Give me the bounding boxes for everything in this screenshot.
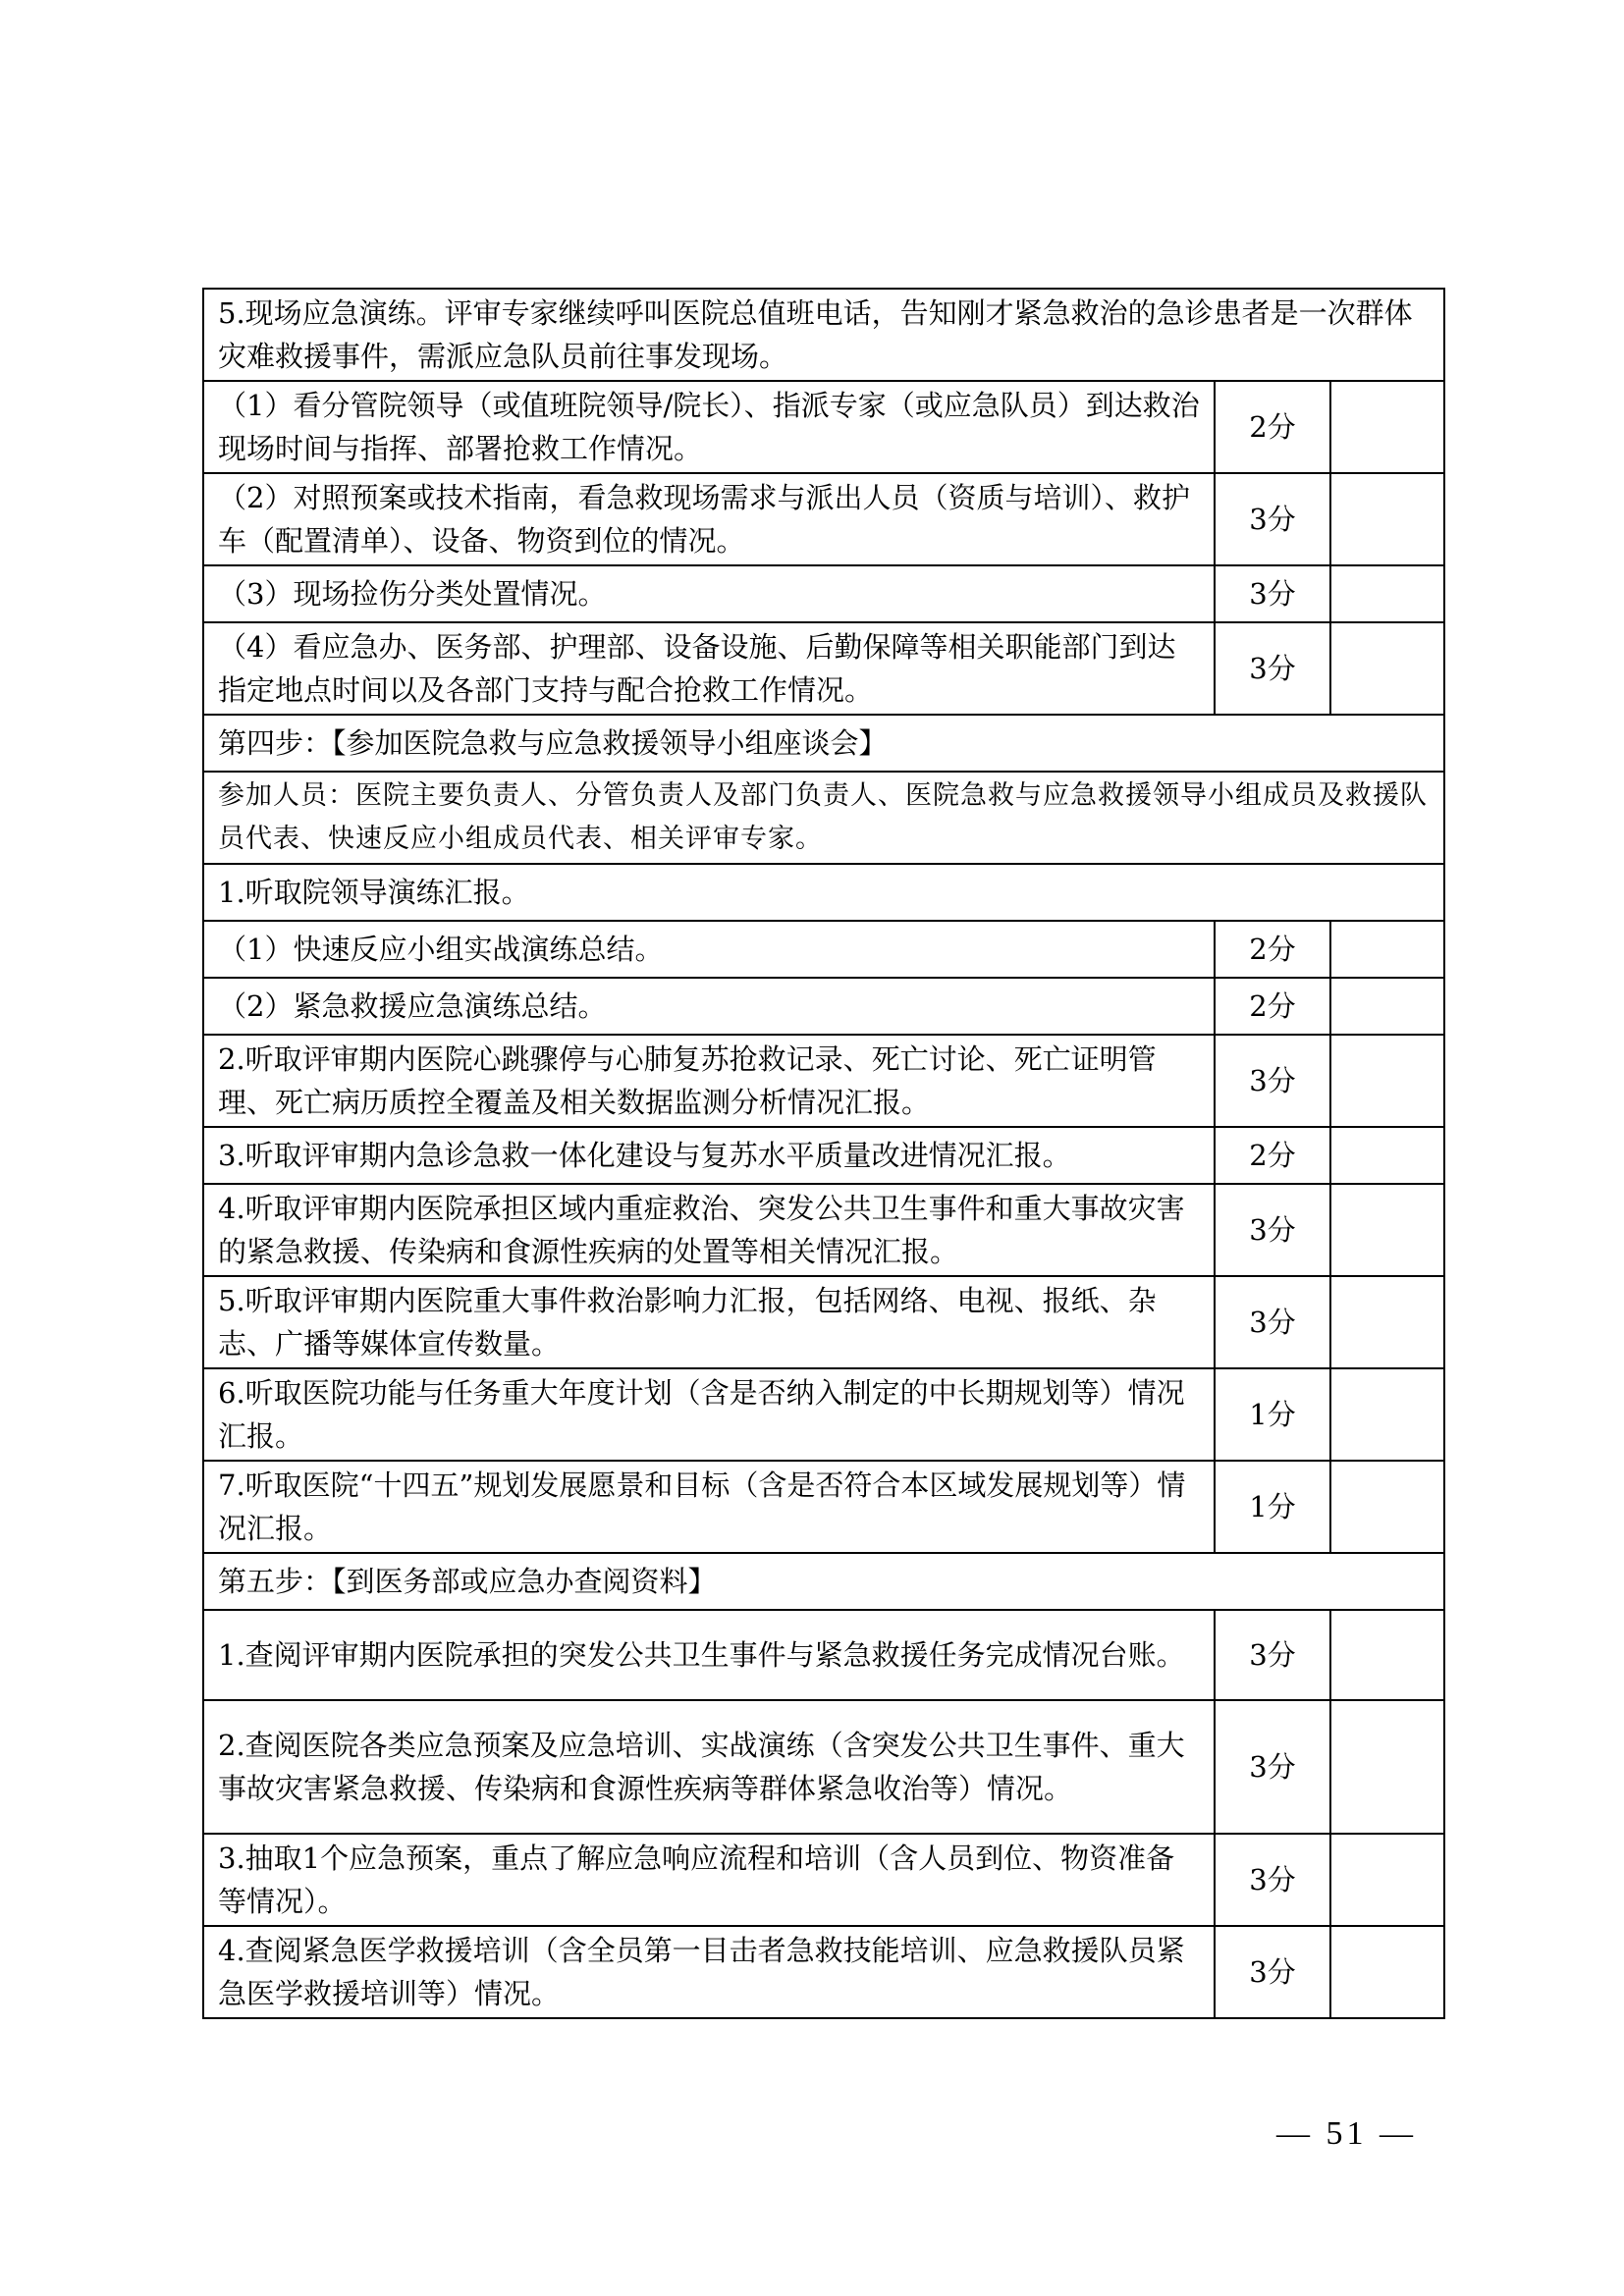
score-cell: 2分 bbox=[1215, 978, 1330, 1035]
score-cell: 2分 bbox=[1215, 1127, 1330, 1184]
table-row bbox=[203, 1127, 1444, 1184]
item-text: 3.抽取1个应急预案，重点了解应急响应流程和培训（含人员到位、物资准备等情况）。 bbox=[203, 1834, 1215, 1926]
table-row bbox=[203, 565, 1444, 622]
item-text: 4.查阅紧急医学救援培训（含全员第一目击者急救技能培训、应急救援队员紧急医学救援培训等）情况。 bbox=[203, 1926, 1215, 2018]
blank-cell bbox=[1330, 1184, 1444, 1276]
score-cell: 2分 bbox=[1215, 381, 1330, 473]
blank-cell bbox=[1330, 622, 1444, 715]
blank-cell bbox=[1330, 1127, 1444, 1184]
section-text: 1.听取院领导演练汇报。 bbox=[203, 864, 1444, 921]
table-row bbox=[203, 1610, 1444, 1700]
table-row bbox=[203, 1926, 1444, 2018]
item-text: 5.听取评审期内医院重大事件救治影响力汇报，包括网络、电视、报纸、杂志、广播等媒体宣传数量。 bbox=[203, 1276, 1215, 1368]
blank-cell bbox=[1330, 565, 1444, 622]
score-cell: 3分 bbox=[1215, 622, 1330, 715]
blank-cell bbox=[1330, 921, 1444, 978]
item-text: 2.听取评审期内医院心跳骤停与心肺复苏抢救记录、死亡讨论、死亡证明管理、死亡病历质控全覆盖及相关数据监测分析情况汇报。 bbox=[203, 1035, 1215, 1127]
item-text: 4.听取评审期内医院承担区域内重症救治、突发公共卫生事件和重大事故灾害的紧急救援、传染病和食源性疾病的处置等相关情况汇报。 bbox=[203, 1184, 1215, 1276]
item-text: （4）看应急办、医务部、护理部、设备设施、后勤保障等相关职能部门到达指定地点时间以及各部门支持与配合抢救工作情况。 bbox=[203, 622, 1215, 715]
score-cell: 3分 bbox=[1215, 1834, 1330, 1926]
item-text: 7.听取医院“十四五”规划发展愿景和目标（含是否符合本区域发展规划等）情况汇报。 bbox=[203, 1461, 1215, 1553]
item-text: 6.听取医院功能与任务重大年度计划（含是否纳入制定的中长期规划等）情况汇报。 bbox=[203, 1368, 1215, 1461]
score-cell: 3分 bbox=[1215, 1700, 1330, 1834]
blank-cell bbox=[1330, 1276, 1444, 1368]
blank-cell bbox=[1330, 473, 1444, 565]
score-cell: 3分 bbox=[1215, 1610, 1330, 1700]
table-row bbox=[203, 1276, 1444, 1368]
table-row bbox=[203, 1368, 1444, 1461]
item-text: 3.听取评审期内急诊急救一体化建设与复苏水平质量改进情况汇报。 bbox=[203, 1127, 1215, 1184]
score-cell: 3分 bbox=[1215, 1276, 1330, 1368]
item-text: 1.查阅评审期内医院承担的突发公共卫生事件与紧急救援任务完成情况台账。 bbox=[203, 1610, 1215, 1700]
table-row bbox=[203, 715, 1444, 772]
score-cell: 3分 bbox=[1215, 1926, 1330, 2018]
score-cell: 3分 bbox=[1215, 565, 1330, 622]
step-heading: 第四步：【参加医院急救与应急救援领导小组座谈会】 bbox=[203, 715, 1444, 772]
blank-cell bbox=[1330, 1834, 1444, 1926]
table-row bbox=[203, 1700, 1444, 1834]
table-row bbox=[203, 1553, 1444, 1610]
blank-cell bbox=[1330, 1926, 1444, 2018]
item-text: （1）看分管院领导（或值班院领导/院长）、指派专家（或应急队员）到达救治现场时间与指挥、部署抢救工作情况。 bbox=[203, 381, 1215, 473]
table-row bbox=[203, 1461, 1444, 1553]
score-cell: 1分 bbox=[1215, 1368, 1330, 1461]
score-cell: 1分 bbox=[1215, 1461, 1330, 1553]
table-row bbox=[203, 772, 1444, 864]
item-text: 2.查阅医院各类应急预案及应急培训、实战演练（含突发公共卫生事件、重大事故灾害紧急救援、传染病和食源性疾病等群体紧急收治等）情况。 bbox=[203, 1700, 1215, 1834]
table-row bbox=[203, 1184, 1444, 1276]
step-heading: 第五步：【到医务部或应急办查阅资料】 bbox=[203, 1553, 1444, 1610]
blank-cell bbox=[1330, 978, 1444, 1035]
table-row bbox=[203, 473, 1444, 565]
participants-text: 参加人员：医院主要负责人、分管负责人及部门负责人、医院急救与应急救援领导小组成员及救援队员代表、快速反应小组成员代表、相关评审专家。 bbox=[203, 772, 1444, 864]
blank-cell bbox=[1330, 1610, 1444, 1700]
section-text: 5.现场应急演练。评审专家继续呼叫医院总值班电话，告知刚才紧急救治的急诊患者是一次群体灾难救援事件，需派应急队员前往事发现场。 bbox=[203, 289, 1444, 381]
table-row bbox=[203, 381, 1444, 473]
score-cell: 3分 bbox=[1215, 1035, 1330, 1127]
item-text: （2）紧急救援应急演练总结。 bbox=[203, 978, 1215, 1035]
table-row bbox=[203, 864, 1444, 921]
item-text: （1）快速反应小组实战演练总结。 bbox=[203, 921, 1215, 978]
score-cell: 2分 bbox=[1215, 921, 1330, 978]
blank-cell bbox=[1330, 1461, 1444, 1553]
score-cell: 3分 bbox=[1215, 1184, 1330, 1276]
item-text: （3）现场捡伤分类处置情况。 bbox=[203, 565, 1215, 622]
table-row bbox=[203, 921, 1444, 978]
blank-cell bbox=[1330, 1368, 1444, 1461]
table-row bbox=[203, 1834, 1444, 1926]
blank-cell bbox=[1330, 1700, 1444, 1834]
table-row bbox=[203, 622, 1444, 715]
assessment-table bbox=[202, 288, 1445, 2019]
blank-cell bbox=[1330, 1035, 1444, 1127]
table-row bbox=[203, 289, 1444, 381]
blank-cell bbox=[1330, 381, 1444, 473]
item-text: （2）对照预案或技术指南，看急救现场需求与派出人员（资质与培训）、救护车（配置清单）、设备、物资到位的情况。 bbox=[203, 473, 1215, 565]
table-row bbox=[203, 978, 1444, 1035]
table-row bbox=[203, 1035, 1444, 1127]
score-cell: 3分 bbox=[1215, 473, 1330, 565]
page-number: — 51 — bbox=[1276, 2115, 1417, 2152]
